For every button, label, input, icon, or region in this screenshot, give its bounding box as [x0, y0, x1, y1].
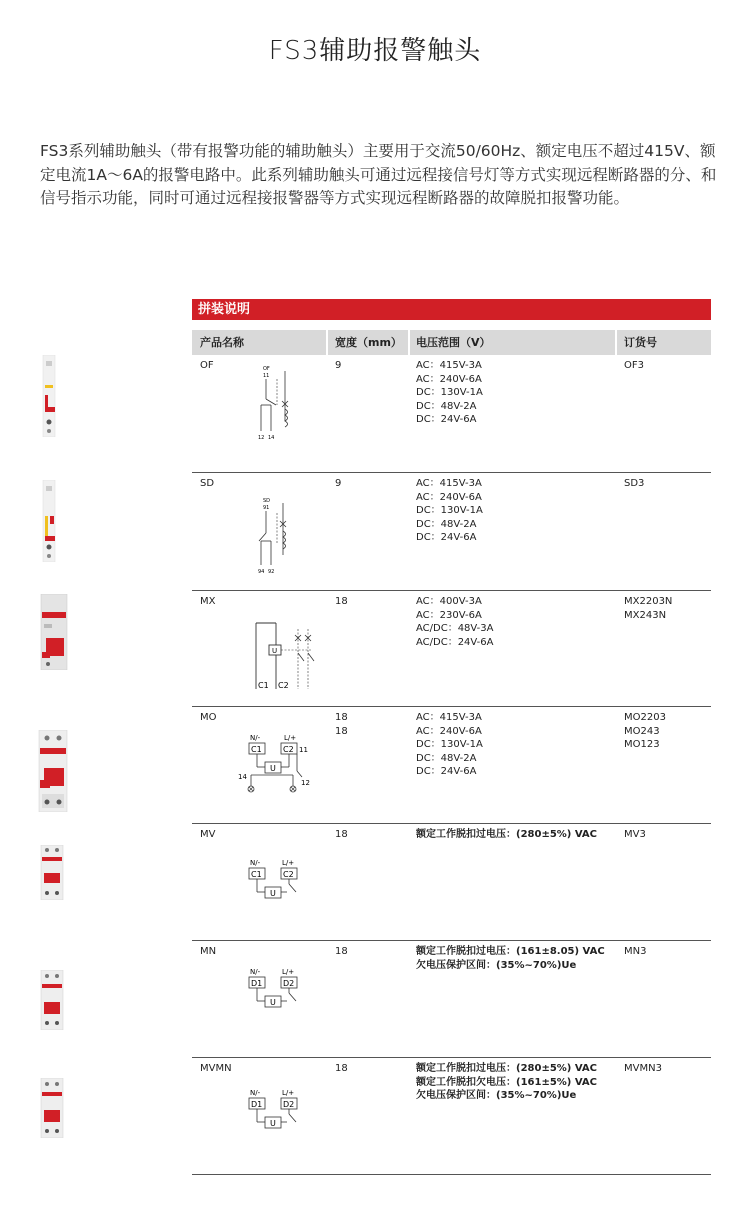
table-row-of — [192, 355, 711, 473]
voltage-list: AC：415V-3A AC：240V-6A DC：130V-1A DC：48V-2A DC：24V-6A — [416, 712, 483, 777]
svg-text:12: 12 — [258, 435, 265, 441]
intro-paragraph: FS3系列辅助触头（带有报警功能的辅助触头）主要用于交流50/60Hz、额定电压不超过415V、额定电流1A～6A的报警电路中。此系列辅助触头可通过远程接信号灯等方式实现远程断路器的分、和信号指示功能，同时可通过远程接报警器等方式实现远程断路器的故障脱扣报警功能。 — [40, 142, 717, 207]
order-number: MN3 — [624, 946, 647, 957]
svg-text:N/-: N/- — [250, 734, 261, 742]
svg-text:94: 94 — [258, 569, 265, 575]
product-name: MO — [200, 712, 217, 723]
sd-wiring-diagram — [247, 493, 307, 578]
order-number: MVMN3 — [624, 1063, 662, 1074]
product-name: MX — [200, 596, 216, 607]
mx-wiring-diagram — [252, 619, 322, 691]
svg-text:L/+: L/+ — [282, 859, 295, 867]
product-width: 18 — [335, 829, 348, 840]
voltage-list: 额定工作脱扣过电压：(280±5%) VAC 额定工作脱扣欠电压：(161±5%) VAC 欠电压保护区间：(35%~70%)Ue — [416, 1063, 597, 1101]
product-width: 9 — [335, 478, 342, 489]
mvmn-wiring-diagram — [244, 1086, 314, 1136]
product-name: MV — [200, 829, 216, 840]
order-number: MV3 — [624, 829, 646, 840]
svg-text:91: 91 — [263, 505, 270, 511]
header-order-no: 订货号 — [624, 336, 657, 349]
svg-text:92: 92 — [268, 569, 275, 575]
header-voltage: 电压范围（V） — [416, 336, 491, 349]
header-product-name: 产品名称 — [200, 336, 244, 349]
svg-text:11: 11 — [299, 746, 308, 754]
table-row-mvmn — [192, 1058, 711, 1175]
table-row-mo — [192, 707, 711, 824]
product-width: 18 — [335, 596, 348, 607]
svg-text:C1: C1 — [251, 870, 262, 879]
sd-product-image — [42, 480, 56, 562]
voltage-list: AC：415V-3A AC：240V-6A DC：130V-1A DC：48V-2A DC：24V-6A — [416, 478, 483, 543]
order-number: MX2203N MX243N — [624, 596, 673, 621]
order-number: OF3 — [624, 360, 644, 371]
svg-text:U: U — [270, 889, 276, 898]
svg-text:U: U — [272, 647, 278, 655]
mo-product-image — [38, 730, 68, 812]
section-header: 拼装说明 — [192, 299, 711, 320]
svg-text:D2: D2 — [283, 979, 295, 988]
svg-text:U: U — [270, 1119, 276, 1128]
voltage-list: 额定工作脱扣过电压：(280±5%) VAC — [416, 829, 597, 840]
svg-text:D1: D1 — [251, 1100, 263, 1109]
product-name: MN — [200, 946, 217, 957]
svg-text:N/-: N/- — [250, 859, 261, 867]
svg-text:N/-: N/- — [250, 968, 261, 976]
of-product-image — [42, 355, 56, 437]
svg-text:C2: C2 — [283, 745, 294, 754]
svg-text:N/-: N/- — [250, 1089, 261, 1097]
page-title: FS3辅助报警触头 — [268, 36, 482, 66]
svg-text:C1: C1 — [251, 745, 262, 754]
table-row-mx — [192, 591, 711, 707]
product-name: OF — [200, 360, 214, 371]
mvmn-product-image — [40, 1078, 64, 1138]
table-row-mn — [192, 941, 711, 1058]
svg-text:C1: C1 — [258, 681, 269, 690]
mv-wiring-diagram — [244, 856, 314, 906]
header-divider — [615, 330, 617, 355]
mn-product-image — [40, 970, 64, 1030]
svg-text:OF: OF — [263, 366, 270, 372]
table-row-sd — [192, 473, 711, 591]
svg-text:L/+: L/+ — [284, 734, 297, 742]
product-width: 9 — [335, 360, 342, 371]
product-name: MVMN — [200, 1063, 232, 1074]
product-width: 18 — [335, 1063, 348, 1074]
product-name: SD — [200, 478, 215, 489]
mo-wiring-diagram — [236, 731, 316, 796]
header-divider — [326, 330, 328, 355]
of-wiring-diagram — [247, 361, 307, 446]
mx-product-image — [40, 594, 68, 670]
svg-text:12: 12 — [301, 779, 310, 787]
mn-wiring-diagram — [244, 965, 314, 1015]
order-number: MO2203 MO243 MO123 — [624, 712, 666, 750]
svg-text:L/+: L/+ — [282, 1089, 295, 1097]
svg-text:C2: C2 — [278, 681, 289, 690]
svg-text:D1: D1 — [251, 979, 263, 988]
mv-product-image — [40, 845, 64, 900]
voltage-list: AC：400V-3A AC：230V-6A AC/DC：48V-3A AC/DC：24V-6A — [416, 596, 494, 648]
svg-text:U: U — [270, 998, 276, 1007]
header-width: 宽度（mm） — [335, 336, 402, 349]
product-width: 18 — [335, 946, 348, 957]
table-header — [192, 330, 711, 355]
svg-text:D2: D2 — [283, 1100, 295, 1109]
svg-text:C2: C2 — [283, 870, 294, 879]
header-divider — [408, 330, 410, 355]
table-row-mv — [192, 824, 711, 941]
order-number: SD3 — [624, 478, 645, 489]
svg-text:14: 14 — [268, 435, 275, 441]
voltage-list: 额定工作脱扣过电压：(161±8.05) VAC 欠电压保护区间：(35%~70%)Ue — [416, 946, 605, 971]
svg-text:14: 14 — [238, 773, 247, 781]
svg-text:U: U — [270, 764, 276, 773]
svg-text:11: 11 — [263, 373, 270, 379]
product-width: 18 18 — [335, 712, 348, 737]
voltage-list: AC：415V-3A AC：240V-6A DC：130V-1A DC：48V-2A DC：24V-6A — [416, 360, 483, 425]
svg-text:SD: SD — [263, 498, 271, 504]
svg-text:L/+: L/+ — [282, 968, 295, 976]
